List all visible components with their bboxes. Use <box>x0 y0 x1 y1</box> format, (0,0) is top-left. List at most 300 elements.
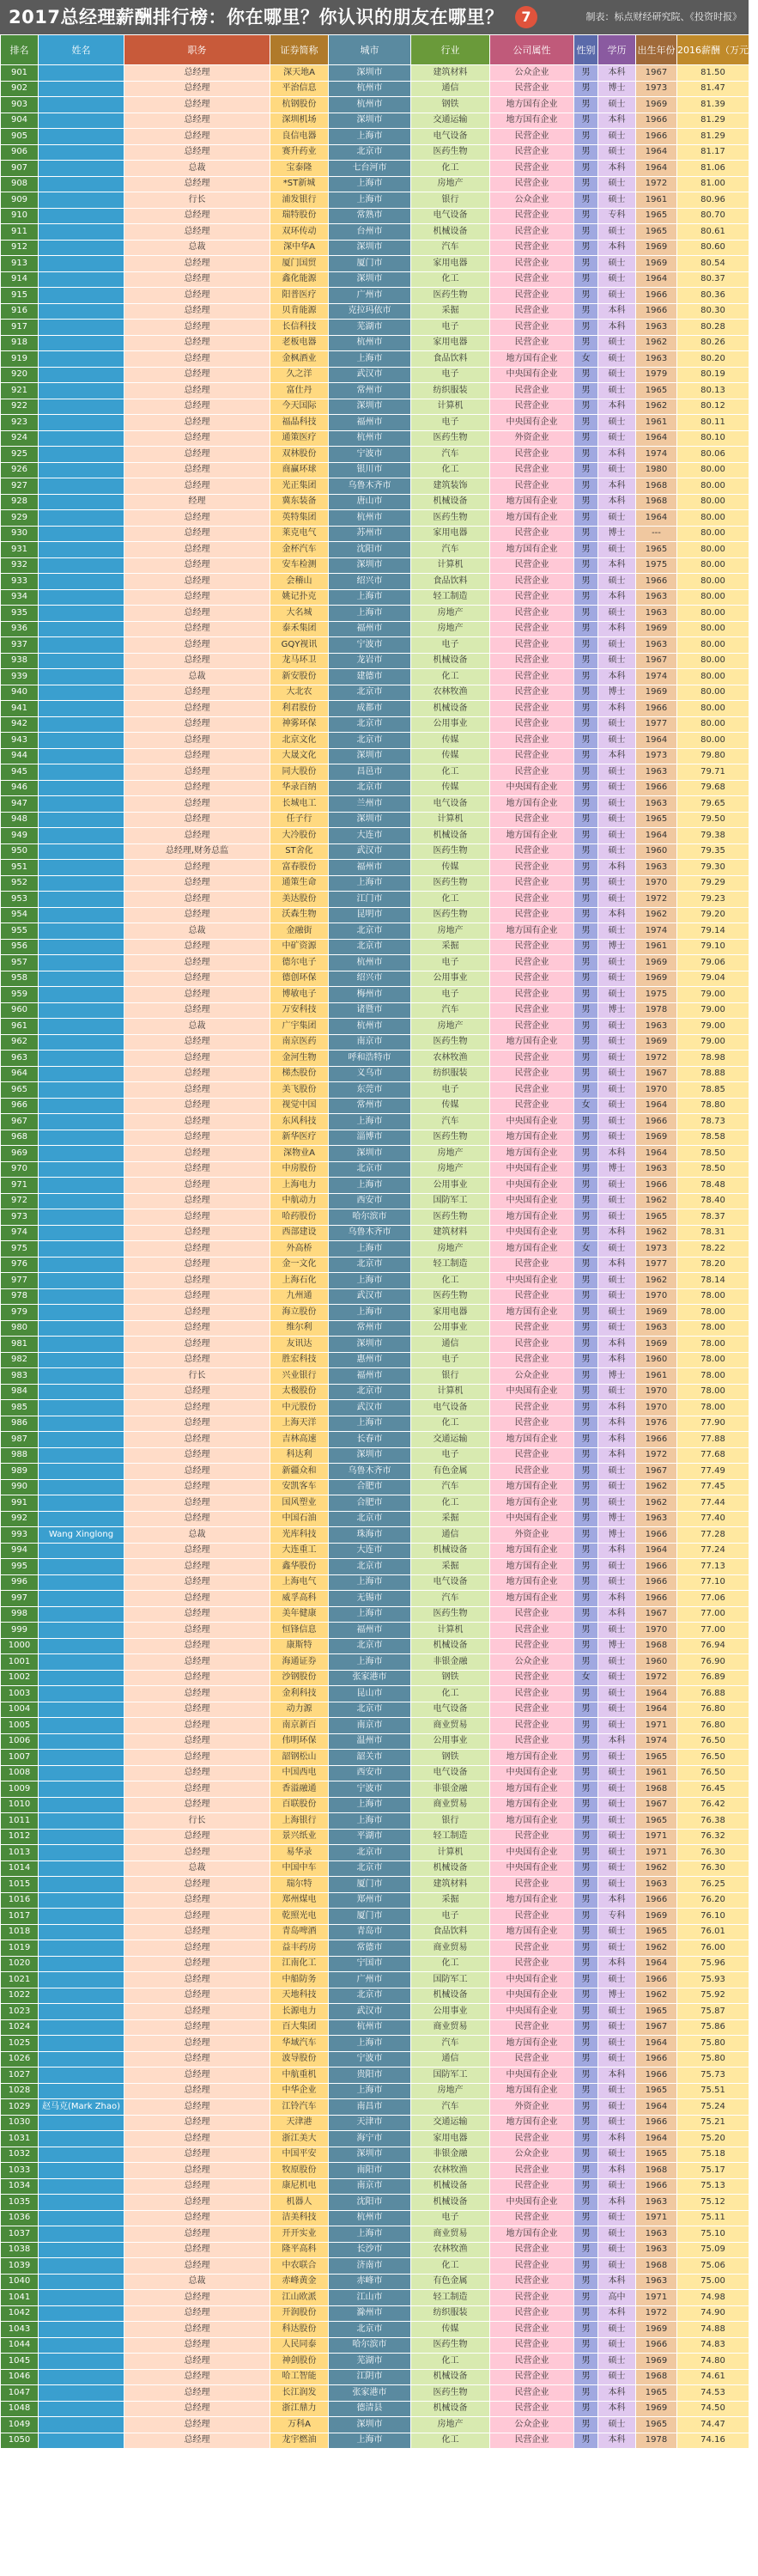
cell-gender: 男 <box>574 1860 598 1877</box>
cell-name <box>39 1591 124 1607</box>
table-row <box>1 1543 749 1559</box>
cell-city: 济南市 <box>329 2258 411 2275</box>
cell-industry: 轻工制造 <box>411 589 490 606</box>
cell-birth-year: 1969 <box>636 2401 677 2417</box>
cell-name <box>39 2163 124 2179</box>
cell-rank: 910 <box>1 208 39 224</box>
cell-education: 硕士 <box>598 1877 636 1893</box>
cell-industry: 交通运输 <box>411 113 490 129</box>
cell-birth-year: 1966 <box>636 1972 677 1988</box>
cell-gender: 男 <box>574 1750 598 1766</box>
cell-stock: 东风科技 <box>270 1114 329 1130</box>
cell-stock: 德尔电子 <box>270 955 329 971</box>
cell-ownership: 民营企业 <box>490 1447 574 1464</box>
cell-industry: 轻工制造 <box>411 2290 490 2306</box>
cell-gender: 男 <box>574 1781 598 1798</box>
cell-city: 成都市 <box>329 701 411 717</box>
cell-stock: 博敏电子 <box>270 987 329 1003</box>
cell-rank: 933 <box>1 574 39 590</box>
cell-stock: 安凯客车 <box>270 1479 329 1495</box>
table-row <box>1 2004 749 2020</box>
cell-name <box>39 1543 124 1559</box>
cell-birth-year: 1970 <box>636 1400 677 1416</box>
cell-stock: 宝泰隆 <box>270 161 329 177</box>
cell-industry: 计算机 <box>411 1845 490 1861</box>
cell-birth-year: 1961 <box>636 1368 677 1385</box>
cell-stock: 太极股份 <box>270 1384 329 1400</box>
cell-city: 台州市 <box>329 224 411 241</box>
cell-rank: 961 <box>1 1019 39 1035</box>
cell-ownership: 民营企业 <box>490 2210 574 2226</box>
cell-rank: 948 <box>1 812 39 828</box>
cell-title: 总经理 <box>124 1543 270 1559</box>
table-row <box>1 494 749 510</box>
cell-birth-year: 1964 <box>636 828 677 844</box>
cell-rank: 1027 <box>1 2067 39 2084</box>
cell-stock: 人民同泰 <box>270 2337 329 2354</box>
cell-rank: 1049 <box>1 2417 39 2433</box>
cell-title: 行长 <box>124 192 270 209</box>
cell-education: 本科 <box>598 1956 636 1972</box>
cell-stock: 华录百纳 <box>270 780 329 796</box>
table-row <box>1 1114 749 1130</box>
cell-ownership: 民营企业 <box>490 907 574 923</box>
cell-birth-year: 1964 <box>636 1702 677 1718</box>
cell-title: 总经理 <box>124 1591 270 1607</box>
cell-name <box>39 1718 124 1734</box>
cell-gender: 男 <box>574 303 598 320</box>
cell-education: 硕士 <box>598 1114 636 1130</box>
cell-birth-year: 1965 <box>636 224 677 241</box>
cell-stock: 通策医疗 <box>270 430 329 447</box>
cell-birth-year: 1971 <box>636 2210 677 2226</box>
cell-stock: 厦门国贸 <box>270 256 329 272</box>
cell-rank: 1009 <box>1 1781 39 1798</box>
cell-birth-year: 1963 <box>636 2195 677 2211</box>
cell-name <box>39 1940 124 1957</box>
cell-title: 总经理 <box>124 2036 270 2052</box>
cell-title: 总经理 <box>124 2322 270 2338</box>
cell-birth-year: 1966 <box>636 2178 677 2195</box>
cell-gender: 男 <box>574 1352 598 1368</box>
cell-rank: 1028 <box>1 2083 39 2099</box>
cell-gender: 男 <box>574 2115 598 2131</box>
cell-salary: 75.87 <box>677 2004 749 2020</box>
cell-ownership: 民营企业 <box>490 733 574 749</box>
cell-title: 总经理 <box>124 542 270 558</box>
cell-birth-year: 1969 <box>636 1337 677 1353</box>
table-row <box>1 2369 749 2385</box>
cell-education: 硕士 <box>598 1686 636 1702</box>
table-row <box>1 1416 749 1432</box>
cell-name <box>39 256 124 272</box>
cell-name <box>39 1813 124 1830</box>
cell-gender: 男 <box>574 2354 598 2370</box>
cell-stock: 沃森生物 <box>270 907 329 923</box>
cell-rank: 1002 <box>1 1670 39 1686</box>
cell-birth-year: 1967 <box>636 1606 677 1623</box>
cell-city: 杭州市 <box>329 81 411 97</box>
cell-ownership: 民营企业 <box>490 748 574 764</box>
cell-ownership: 民营企业 <box>490 1956 574 1972</box>
cell-gender: 男 <box>574 1288 598 1305</box>
cell-birth-year: 1963 <box>636 2226 677 2243</box>
cell-education: 博士 <box>598 1002 636 1019</box>
cell-stock: 动力源 <box>270 1702 329 1718</box>
cell-city: 合肥市 <box>329 1479 411 1495</box>
cell-title: 总经理 <box>124 176 270 192</box>
table-row <box>1 2290 749 2306</box>
cell-city: 上海市 <box>329 1305 411 1321</box>
cell-salary: 76.30 <box>677 1860 749 1877</box>
cell-title: 总经理 <box>124 1956 270 1972</box>
cell-stock: 安车检测 <box>270 557 329 574</box>
cell-city: 北京市 <box>329 685 411 701</box>
cell-stock: 广宇集团 <box>270 1019 329 1035</box>
cell-gender: 男 <box>574 1082 598 1099</box>
cell-education: 高中 <box>598 2290 636 2306</box>
cell-birth-year: 1969 <box>636 2322 677 2338</box>
cell-education: 博士 <box>598 1527 636 1544</box>
cell-title: 总裁 <box>124 1860 270 1877</box>
cell-title: 总经理 <box>124 606 270 622</box>
cell-ownership: 民营企业 <box>490 1606 574 1623</box>
cell-name <box>39 939 124 955</box>
cell-name <box>39 1464 124 1480</box>
table-row <box>1 1161 749 1178</box>
cell-name <box>39 685 124 701</box>
cell-salary: 80.00 <box>677 621 749 637</box>
cell-salary: 80.00 <box>677 606 749 622</box>
table-row <box>1 1511 749 1527</box>
cell-city: 广州市 <box>329 1972 411 1988</box>
cell-education: 硕士 <box>598 1829 636 1845</box>
table-row <box>1 2417 749 2433</box>
cell-gender: 男 <box>574 462 598 478</box>
cell-name <box>39 923 124 940</box>
cell-city: 常州市 <box>329 1098 411 1114</box>
cell-industry: 电气设备 <box>411 1765 490 1781</box>
cell-rank: 912 <box>1 240 39 256</box>
cell-salary: 79.00 <box>677 1019 749 1035</box>
cell-gender: 男 <box>574 2051 598 2067</box>
cell-rank: 913 <box>1 256 39 272</box>
cell-stock: 深天地A <box>270 65 329 82</box>
cell-name <box>39 2337 124 2354</box>
cell-ownership: 中央国有企业 <box>490 1511 574 1527</box>
cell-gender: 男 <box>574 574 598 590</box>
cell-gender: 男 <box>574 1384 598 1400</box>
cell-city: 厦门市 <box>329 256 411 272</box>
cell-stock: 金一文化 <box>270 1257 329 1273</box>
cell-city: 福州市 <box>329 621 411 637</box>
header-bar <box>0 0 749 34</box>
cell-education: 硕士 <box>598 192 636 209</box>
cell-ownership: 民营企业 <box>490 1098 574 1114</box>
cell-city: 北京市 <box>329 1845 411 1861</box>
cell-city: 芜湖市 <box>329 2354 411 2370</box>
cell-salary: 80.11 <box>677 415 749 431</box>
cell-rank: 1021 <box>1 1972 39 1988</box>
cell-city: 北京市 <box>329 144 411 161</box>
table-row <box>1 256 749 272</box>
cell-title: 总经理 <box>124 1940 270 1957</box>
cell-rank: 989 <box>1 1464 39 1480</box>
cell-birth-year: 1965 <box>636 2083 677 2099</box>
cell-education: 硕士 <box>598 796 636 813</box>
column-header-stock: 证券简称 <box>270 35 329 65</box>
cell-stock: 深圳机场 <box>270 113 329 129</box>
cell-industry: 有色金属 <box>411 1464 490 1480</box>
cell-industry: 农林牧渔 <box>411 1050 490 1067</box>
table-row <box>1 2019 749 2036</box>
cell-education: 硕士 <box>598 1559 636 1575</box>
cell-salary: 80.00 <box>677 589 749 606</box>
cell-ownership: 民营企业 <box>490 2131 574 2147</box>
cell-industry: 汽车 <box>411 1114 490 1130</box>
cell-industry: 电子 <box>411 2210 490 2226</box>
cell-name <box>39 303 124 320</box>
cell-education: 硕士 <box>598 2178 636 2195</box>
cell-industry: 家用电器 <box>411 256 490 272</box>
cell-birth-year: 1973 <box>636 1241 677 1258</box>
cell-rank: 957 <box>1 955 39 971</box>
cell-salary: 75.17 <box>677 2163 749 2179</box>
cell-rank: 1032 <box>1 2147 39 2163</box>
cell-stock: 贝肯能源 <box>270 303 329 320</box>
cell-education: 硕士 <box>598 843 636 860</box>
cell-stock: 美达股份 <box>270 892 329 908</box>
cell-name <box>39 415 124 431</box>
cell-rank: 905 <box>1 129 39 145</box>
cell-industry: 机械设备 <box>411 2195 490 2211</box>
cell-birth-year: 1965 <box>636 383 677 399</box>
cell-education: 硕士 <box>598 2242 636 2258</box>
table-row <box>1 335 749 351</box>
cell-industry: 传媒 <box>411 780 490 796</box>
cell-industry: 医药生物 <box>411 907 490 923</box>
cell-education: 博士 <box>598 1638 636 1654</box>
cell-ownership: 民营企业 <box>490 240 574 256</box>
table-row <box>1 1813 749 1830</box>
cell-stock: 金利科技 <box>270 1686 329 1702</box>
cell-stock: 康尼机电 <box>270 2178 329 2195</box>
cell-name <box>39 1623 124 1639</box>
cell-title: 总经理 <box>124 1638 270 1654</box>
cell-ownership: 民营企业 <box>490 399 574 415</box>
cell-salary: 80.26 <box>677 335 749 351</box>
cell-gender: 男 <box>574 1654 598 1671</box>
cell-education: 硕士 <box>598 2051 636 2067</box>
cell-stock: 中国平安 <box>270 2147 329 2163</box>
cell-education: 本科 <box>598 1400 636 1416</box>
cell-salary: 80.13 <box>677 383 749 399</box>
cell-title: 总经理 <box>124 1781 270 1798</box>
cell-rank: 971 <box>1 1178 39 1194</box>
cell-education: 硕士 <box>598 637 636 654</box>
cell-ownership: 民营企业 <box>490 1288 574 1305</box>
cell-rank: 988 <box>1 1447 39 1464</box>
cell-salary: 81.39 <box>677 97 749 113</box>
cell-title: 总经理 <box>124 1606 270 1623</box>
cell-title: 总裁 <box>124 1527 270 1544</box>
cell-city: 无锡市 <box>329 1591 411 1607</box>
table-row <box>1 1956 749 1972</box>
table-row <box>1 2337 749 2354</box>
cell-city: 北京市 <box>329 1702 411 1718</box>
cell-city: 西安市 <box>329 1193 411 1209</box>
table-row <box>1 2036 749 2052</box>
cell-city: 上海市 <box>329 351 411 368</box>
cell-city: 南京市 <box>329 2178 411 2195</box>
cell-city: 福州市 <box>329 415 411 431</box>
cell-industry: 化工 <box>411 1495 490 1512</box>
cell-title: 总经理 <box>124 733 270 749</box>
cell-city: 武汉市 <box>329 1400 411 1416</box>
cell-ownership: 民营企业 <box>490 271 574 288</box>
cell-rank: 929 <box>1 510 39 527</box>
cell-city: 福州市 <box>329 1368 411 1385</box>
cell-birth-year: 1962 <box>636 1940 677 1957</box>
cell-rank: 1031 <box>1 2131 39 2147</box>
cell-education: 硕士 <box>598 256 636 272</box>
cell-name <box>39 192 124 209</box>
cell-stock: 江南化工 <box>270 1956 329 1972</box>
cell-stock: 香溢融通 <box>270 1781 329 1798</box>
cell-birth-year: 1962 <box>636 335 677 351</box>
cell-name <box>39 1146 124 1162</box>
cell-title: 总经理 <box>124 256 270 272</box>
cell-birth-year: 1966 <box>636 1178 677 1194</box>
table-row <box>1 161 749 177</box>
cell-stock: 开开实业 <box>270 2226 329 2243</box>
cell-stock: 牧原股份 <box>270 2163 329 2179</box>
cell-rank: 968 <box>1 1130 39 1146</box>
cell-ownership: 地方国有企业 <box>490 1591 574 1607</box>
cell-rank: 1036 <box>1 2210 39 2226</box>
cell-city: 深圳市 <box>329 1146 411 1162</box>
cell-birth-year: 1977 <box>636 716 677 733</box>
cell-ownership: 民营企业 <box>490 764 574 781</box>
cell-gender: 男 <box>574 1225 598 1241</box>
cell-city: 上海市 <box>329 2036 411 2052</box>
cell-gender: 女 <box>574 1241 598 1258</box>
cell-ownership: 公众企业 <box>490 1654 574 1671</box>
cell-stock: 乾照光电 <box>270 1909 329 1925</box>
cell-birth-year: 1964 <box>636 161 677 177</box>
cell-title: 总经理 <box>124 1098 270 1114</box>
cell-stock: 今天国际 <box>270 399 329 415</box>
cell-name <box>39 1002 124 1019</box>
cell-birth-year: 1968 <box>636 2258 677 2275</box>
cell-stock: 双环传动 <box>270 224 329 241</box>
cell-birth-year: 1978 <box>636 2433 677 2449</box>
cell-title: 总经理 <box>124 971 270 987</box>
cell-city: 上海市 <box>329 875 411 892</box>
cell-gender: 男 <box>574 1892 598 1909</box>
cell-birth-year: 1963 <box>636 606 677 622</box>
cell-stock: 瑞特股份 <box>270 208 329 224</box>
cell-gender: 男 <box>574 780 598 796</box>
cell-ownership: 外资企业 <box>490 1527 574 1544</box>
cell-salary: 81.17 <box>677 144 749 161</box>
cell-rank: 1047 <box>1 2385 39 2402</box>
cell-rank: 914 <box>1 271 39 288</box>
cell-ownership: 民营企业 <box>490 1464 574 1480</box>
cell-city: 北京市 <box>329 1638 411 1654</box>
cell-birth-year: 1974 <box>636 1733 677 1750</box>
cell-city: 深圳市 <box>329 399 411 415</box>
cell-industry: 机械设备 <box>411 653 490 669</box>
cell-salary: 79.50 <box>677 812 749 828</box>
cell-stock: 上海天洋 <box>270 1416 329 1432</box>
cell-title: 总经理 <box>124 589 270 606</box>
cell-salary: 80.00 <box>677 733 749 749</box>
table-row <box>1 1638 749 1654</box>
cell-city: 深圳市 <box>329 2417 411 2433</box>
table-row <box>1 447 749 463</box>
cell-rank: 958 <box>1 971 39 987</box>
table-row <box>1 1670 749 1686</box>
cell-rank: 915 <box>1 288 39 304</box>
cell-stock: 胜宏科技 <box>270 1352 329 1368</box>
cell-industry: 公用事业 <box>411 1178 490 1194</box>
cell-ownership: 民营企业 <box>490 843 574 860</box>
cell-title: 总经理 <box>124 701 270 717</box>
cell-education: 硕士 <box>598 1066 636 1082</box>
cell-city: 韶关市 <box>329 1750 411 1766</box>
cell-industry: 商业贸易 <box>411 1940 490 1957</box>
cell-industry: 采掘 <box>411 303 490 320</box>
cell-education: 本科 <box>598 1733 636 1750</box>
cell-stock: 九州通 <box>270 1288 329 1305</box>
cell-gender: 男 <box>574 1543 598 1559</box>
cell-title: 总经理 <box>124 1972 270 1988</box>
cell-name <box>39 1098 124 1114</box>
cell-salary: 76.01 <box>677 1924 749 1940</box>
cell-name <box>39 1574 124 1591</box>
table-row <box>1 478 749 495</box>
cell-birth-year: 1966 <box>636 113 677 129</box>
cell-salary: 76.30 <box>677 1845 749 1861</box>
cell-stock: GQY视讯 <box>270 637 329 654</box>
cell-city: 温州市 <box>329 1733 411 1750</box>
cell-city: 张家港市 <box>329 2385 411 2402</box>
cell-gender: 男 <box>574 2290 598 2306</box>
cell-education: 硕士 <box>598 653 636 669</box>
cell-birth-year: 1980 <box>636 462 677 478</box>
cell-industry: 化工 <box>411 2258 490 2275</box>
cell-gender: 男 <box>574 1114 598 1130</box>
cell-education: 硕士 <box>598 1670 636 1686</box>
cell-education: 硕士 <box>598 923 636 940</box>
cell-name <box>39 955 124 971</box>
cell-ownership: 地方国有企业 <box>490 1892 574 1909</box>
cell-birth-year: 1964 <box>636 2099 677 2116</box>
cell-stock: 福晶科技 <box>270 415 329 431</box>
cell-industry: 计算机 <box>411 812 490 828</box>
cell-industry: 机械设备 <box>411 494 490 510</box>
table-row <box>1 1130 749 1146</box>
cell-industry: 医药生物 <box>411 1606 490 1623</box>
cell-birth-year: 1969 <box>636 971 677 987</box>
cell-rank: 993 <box>1 1527 39 1544</box>
cell-stock: 中船防务 <box>270 1972 329 1988</box>
cell-title: 总经理 <box>124 987 270 1003</box>
cell-name <box>39 557 124 574</box>
cell-rank: 901 <box>1 65 39 82</box>
cell-industry: 公用事业 <box>411 2004 490 2020</box>
